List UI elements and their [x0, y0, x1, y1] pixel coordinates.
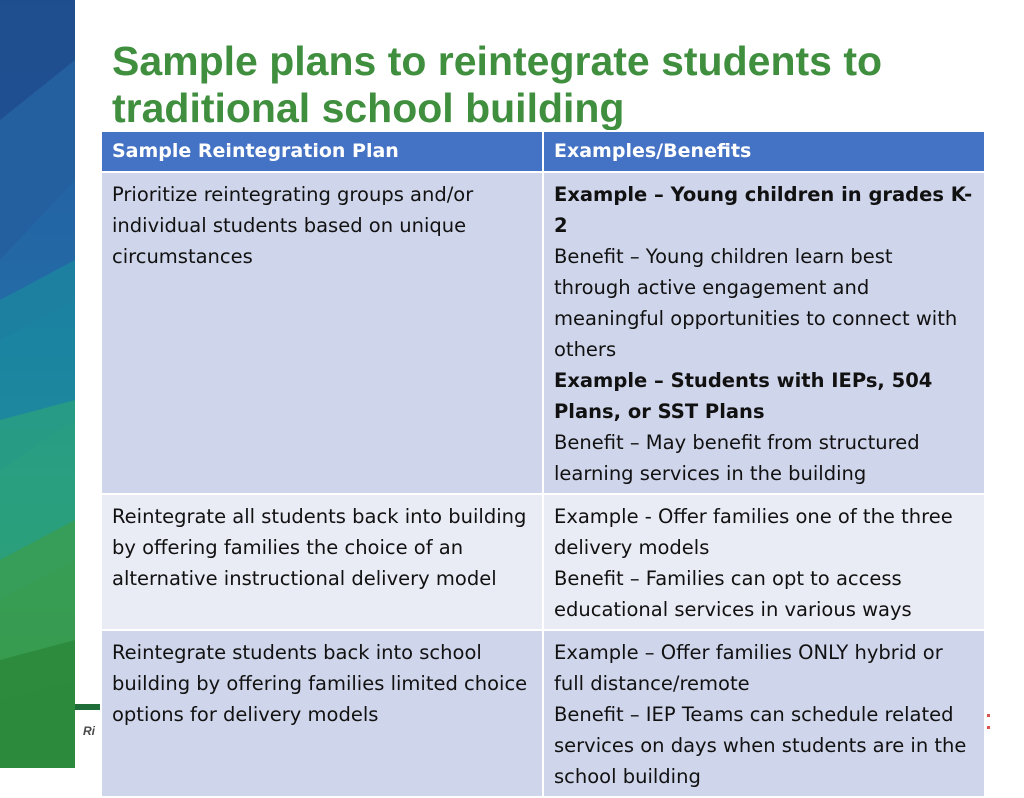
examples-cell: [543, 172, 985, 494]
plan-cell: Reintegrate students back into school building by offering families limited choice options for delivery models: [101, 630, 543, 797]
example-line: Example – Students with IEPs, 504 Plans, or SST Plans: [554, 369, 933, 423]
decorative-side-band: [0, 0, 75, 768]
benefit-line: Benefit – Families can opt to access educational services in various ways: [554, 567, 912, 621]
footer-text: Ri: [83, 724, 95, 738]
example-line: Example – Offer families ONLY hybrid or full distance/remote: [554, 641, 943, 695]
benefit-line: Benefit – Young children learn best through active engagement and meaningful opportunities to connect with others: [554, 245, 958, 361]
benefit-line: Benefit – IEP Teams can schedule related services on days when students are in the school building: [554, 703, 967, 788]
side-band-graphic: [0, 0, 75, 768]
examples-cell: [543, 494, 985, 630]
table-row: [101, 172, 985, 494]
table-header-row: [101, 131, 985, 172]
examples-cell: [543, 630, 985, 797]
example-line: Example - Offer families one of the three delivery models: [554, 505, 953, 559]
column-header-examples: Examples/Benefits: [543, 131, 985, 172]
table-row: [101, 630, 985, 797]
slide-title: Sample plans to reintegrate students to traditional school building: [112, 38, 883, 131]
reintegration-plans-table: [100, 130, 986, 798]
plan-cell: Prioritize reintegrating groups and/or individual students based on unique circumstances: [101, 172, 543, 494]
benefit-line: Benefit – May benefit from structured learning services in the building: [554, 431, 920, 485]
example-line: Example – Young children in grades K-2: [554, 183, 973, 237]
table-row: [101, 494, 985, 630]
column-header-plan: Sample Reintegration Plan: [101, 131, 543, 172]
plan-cell: Reintegrate all students back into building by offering families the choice of an alternative instructional delivery model: [101, 494, 543, 630]
